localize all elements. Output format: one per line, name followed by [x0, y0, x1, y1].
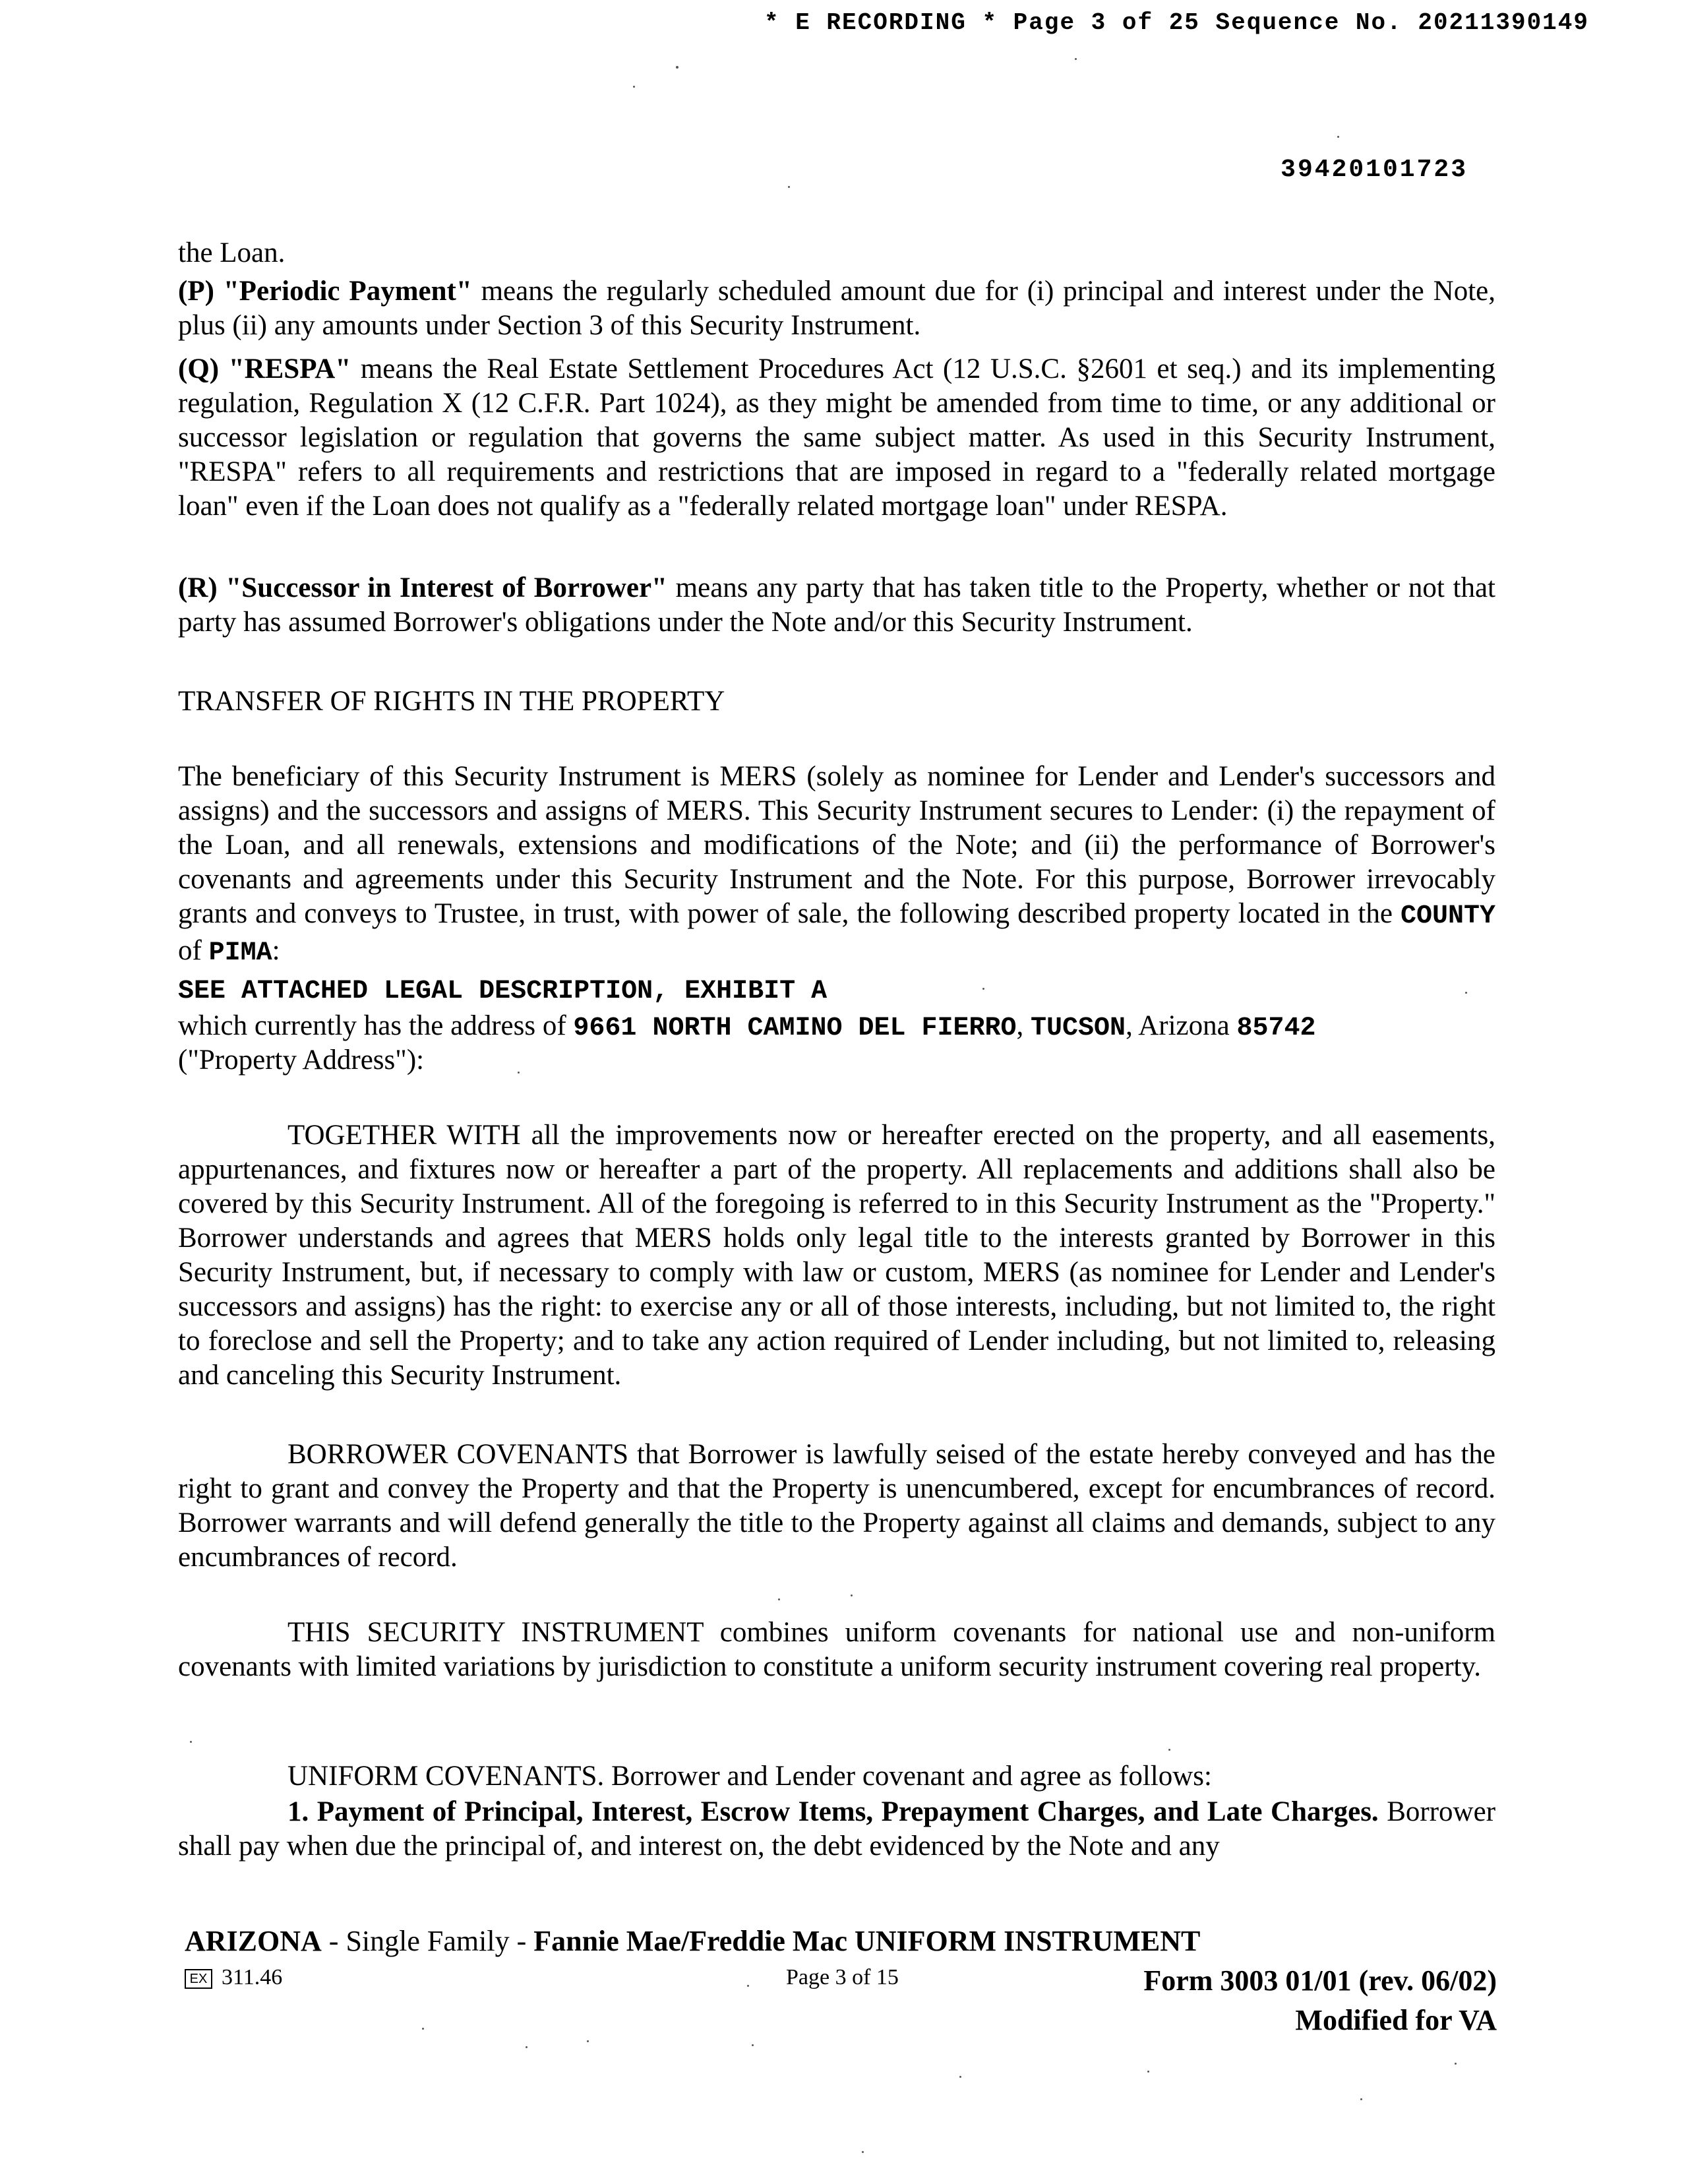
covenant-1-title: 1. Payment of Principal, Interest, Escrow Items, Prepayment Charges, and Late Charges.	[287, 1796, 1379, 1827]
form-id: Form 3003 01/01 (rev. 06/02)	[1143, 1964, 1497, 1997]
scan-speck	[422, 2028, 424, 2030]
footer-form-name: Fannie Mae/Freddie Mac UNIFORM INSTRUMENT	[533, 1925, 1201, 1957]
definition-p-text: means the regularly scheduled amount due for (i) principal and interest under the Note, plus (ii) any amounts under Section 3 of this Security Instrument.	[178, 276, 1495, 341]
legal-description: SEE ATTACHED LEGAL DESCRIPTION, EXHIBIT A	[178, 977, 828, 1006]
recording-stamp: * E RECORDING * Page 3 of 25 Sequence No. 20211390149	[764, 9, 1589, 36]
scan-speck	[1337, 136, 1339, 138]
scan-speck	[676, 66, 678, 69]
footer-form-title	[185, 1924, 1200, 1958]
city: TUCSON	[1031, 1014, 1126, 1043]
county-label: COUNTY	[1400, 901, 1495, 931]
transfer-paragraph	[178, 760, 1495, 971]
modified-for-va: Modified for VA	[1295, 2004, 1497, 2036]
scan-speck	[587, 2040, 589, 2042]
uniform-covenants-intro: UNIFORM COVENANTS. Borrower and Lender covenant and agree as follows:	[287, 1761, 1212, 1792]
definition-q-text: means the Real Estate Settlement Procedures Act (12 U.S.C. §2601 et seq.) and its implementing regulation, Regulation X (12 C.F.R. Part 1024), as they might be amended from time to time, or any additional or successor legislation or regulation that governs the same subject matter. As used in this Security Instrument, "RESPA" refers to all requirements and restrictions that are imposed in regard to a "federally related mortgage loan" even if the Loan does not qualify as a "federally related mortgage loan" under RESPA.	[178, 353, 1495, 522]
scan-speck	[518, 1072, 520, 1074]
definition-q	[178, 352, 1495, 524]
page-number: Page 3 of 15	[786, 1965, 899, 1989]
county-colon: :	[272, 935, 280, 966]
address-intro: which currently has the address of	[178, 1010, 574, 1041]
scan-speck	[1465, 992, 1467, 994]
scan-speck	[190, 1741, 192, 1743]
scan-speck	[752, 2044, 754, 2046]
zip-code: 85742	[1236, 1014, 1316, 1043]
property-address-label: ("Property Address"):	[178, 1045, 425, 1076]
street-address: 9661 NORTH CAMINO DEL FIERRO	[573, 1014, 1017, 1043]
scan-speck	[982, 988, 984, 990]
doc-code: 311.46	[222, 1965, 283, 1989]
scan-speck	[526, 2046, 528, 2048]
transfer-heading: TRANSFER OF RIGHTS IN THE PROPERTY	[178, 686, 725, 717]
footer-state: ARIZONA	[185, 1925, 322, 1957]
footer-row	[185, 1965, 1497, 2005]
scan-speck	[778, 1598, 780, 1600]
security-instrument-paragraph: THIS SECURITY INSTRUMENT combines uniform covenants for national use and non-uniform covenants with limited variations by jurisdiction to constitute a uniform security instrument covering real property.	[178, 1617, 1495, 1682]
address-line	[178, 1009, 1495, 1046]
scan-speck	[959, 2076, 961, 2078]
definition-p-term: (P) "Periodic Payment"	[178, 276, 472, 307]
definition-r-text: means any party that has taken title to the Property, whether or not that party has assumed Borrower's obligations under the Note and/or this Security Instrument.	[178, 572, 1495, 638]
scan-speck	[1360, 2098, 1362, 2100]
definition-r	[178, 571, 1495, 640]
county-name: PIMA	[208, 938, 272, 968]
scan-speck	[788, 186, 790, 188]
scan-speck	[1455, 2063, 1457, 2065]
scan-speck	[851, 1594, 853, 1596]
transfer-text: The beneficiary of this Security Instrument is MERS (solely as nominee for Lender and Lender's successors and assigns) and the successors and assigns of MERS. This Security Instrument secures to Lender: (i) the repayment of the Loan, and all renewals, extensions and modifications of the Note; and (ii) the performance of Borrower's covenants and agreements under this Security Instrument and the Note. For this purpose, Borrower irrevocably grants and conveys to Trustee, in trust, with power of sale, the following described property located in the	[178, 761, 1495, 929]
definition-p	[178, 274, 1495, 343]
together-with-paragraph: TOGETHER WITH all the improvements now or hereafter erected on the property, and all easements, appurtenances, and fixtures now or hereafter a part of the property. All replacements and additions shall also be covered by this Security Instrument. All of the foregoing is referred to in this Security Instrument as the "Property." Borrower understands and agrees that MERS holds only legal title to the interests granted by Borrower in this Security Instrument, but, if necessary to comply with law or custom, MERS (as nominee for Lender and Lender's successors and assigns) has the right: to exercise any or all of those interests, including, but not limited to, the right to foreclose and sell the Property; and to take any action required of Lender including, but not limited to, releasing and canceling this Security Instrument.	[178, 1120, 1495, 1391]
loan-number: 39420101723	[1281, 156, 1468, 184]
covenant-1-text: Borrower shall pay when due the principal of, and interest on, the debt evidenced by the Note and any	[178, 1796, 1496, 1862]
scan-speck	[1147, 2071, 1149, 2073]
scan-speck	[1168, 1749, 1170, 1751]
borrower-covenants-paragraph: BORROWER COVENANTS that Borrower is lawfully seised of the estate hereby conveyed and has the right to grant and convey the Property and that the Property is unencumbered, except for encumbrances of record. Borrower warrants and will defend generally the title to the Property against all claims and demands, subject to any encumbrances of record.	[178, 1439, 1495, 1573]
footer-separator: - Single Family -	[321, 1925, 534, 1957]
address-comma: ,	[1016, 1010, 1031, 1041]
definition-q-term: (Q) "RESPA"	[178, 353, 351, 384]
scan-speck	[633, 86, 635, 88]
of-word: of	[178, 935, 209, 966]
scan-speck	[1075, 58, 1077, 60]
scan-speck	[862, 2151, 864, 2153]
state-text: , Arizona	[1126, 1010, 1237, 1041]
covenant-1	[178, 1795, 1495, 1864]
ex-form-icon: EX	[185, 1969, 212, 1989]
continuation-text: the Loan.	[178, 237, 286, 268]
scan-speck	[747, 1985, 749, 1987]
definition-r-term: (R) "Successor in Interest of Borrower"	[178, 572, 667, 603]
